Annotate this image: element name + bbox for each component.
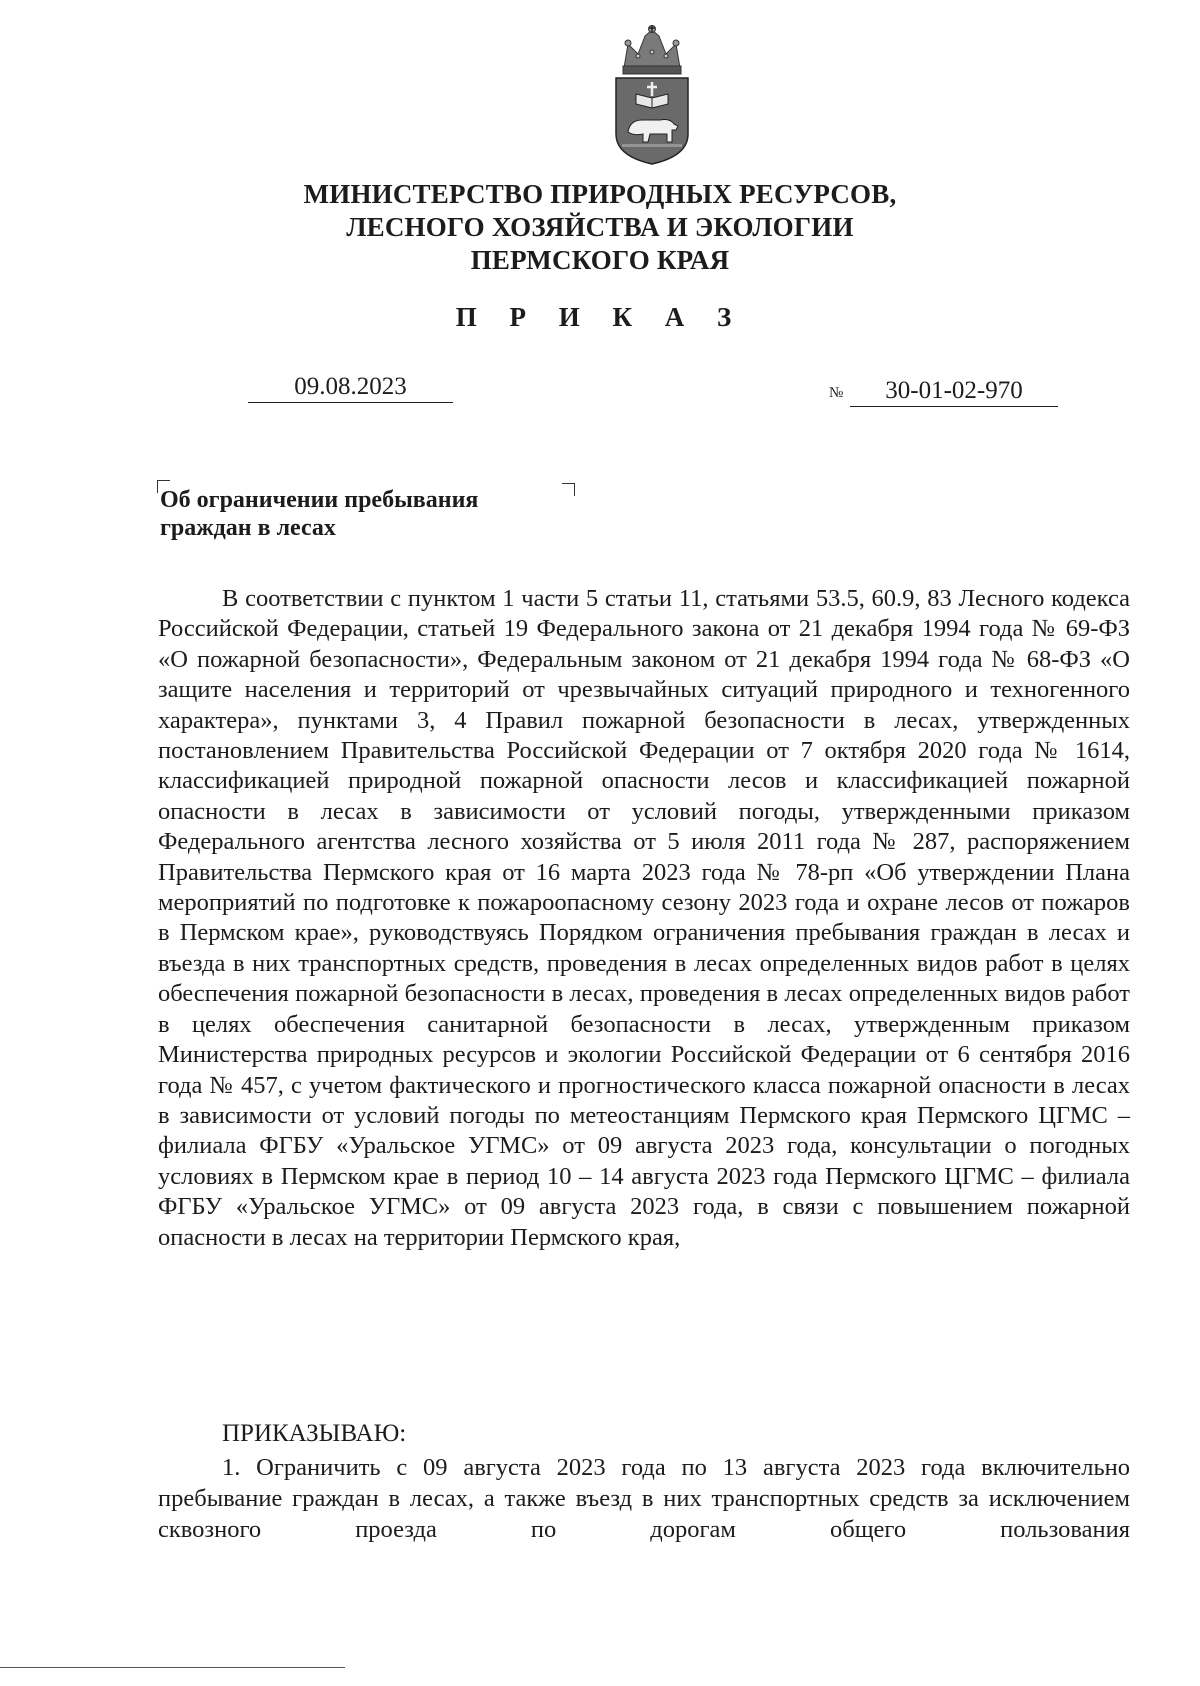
ministry-name	[200, 178, 1000, 277]
ministry-line-3: ПЕРМСКОГО КРАЯ	[470, 245, 730, 275]
order-item-1-text: 1. Ограничить с 09 августа 2023 года по 13 августа 2023 года включительно пребывание граждан в лесах, а также въезд в них транспортных средств за исключением сквозного проезда по дорогам общего пользования	[158, 1454, 1130, 1543]
document-type-title: П Р И К А З	[455, 302, 745, 332]
preamble-paragraph: В соответствии с пунктом 1 части 5 статьи 11, статьями 53.5, 60.9, 83 Лесного кодекса Российской Федерации, статьей 19 Федерального закона от 21 декабря 1994 года № 69-ФЗ «О пожарной безопасности», Федеральным законом от 21 декабря 1994 года № 68-ФЗ «О защите населения и территорий от чрезвычайных ситуаций природного и техногенного характера», пунктами 3, 4 Правил пожарной безопасности в лесах, утвержденных постановлением Правительства Российской Федерации от 7 октября 2020 года № 1614, классификацией природной пожарной опасности лесов и классификацией пожарной опасности в лесах в зависимости от условий погоды, утвержденными приказом Федерального агентства лесного хозяйства от 5 июля 2011 года № 287, распоряжением Правительства Пермского края от 16 марта 2023 года № 78-рп «Об утверждении Плана мероприятий по подготовке к пожароопасному сезону 2023 года и охране лесов от пожаров в Пермском крае», руководствуясь Порядком ограничения пребывания граждан в лесах и въезда в них транспортных средств, проведения в лесах определенных видов работ в целях обеспечения пожарной безопасности в лесах, проведения в лесах определенных видов работ в целях обеспечения санитарной безопасности в лесах, утвержденным приказом Министерства природных ресурсов и экологии Российской Федерации от 6 сентября 2016 года № 457, с учетом фактического и прогностического класса пожарной опасности в лесах в зависимости от условий погоды по метеостанциям Пермского края Пермского ЦГМС – филиала ФГБУ «Уральское УГМС» от 09 августа 2023 года, консультации о погодных условиях в Пермском крае в период 10 – 14 августа 2023 года Пермского ЦГМС – филиала ФГБУ «Уральское УГМС» от 09 августа 2023 года, в связи с повышением пожарной опасности в лесах на территории Пермского края,	[158, 585, 1130, 1251]
ministry-line-2: ЛЕСНОГО ХОЗЯЙСТВА И ЭКОЛОГИИ	[346, 212, 854, 242]
footer-rule	[0, 1667, 345, 1668]
coat-of-arms-icon	[612, 24, 692, 166]
order-date: 09.08.2023	[248, 372, 453, 403]
order-subject	[160, 486, 580, 542]
ministry-line-1: МИНИСТЕРСТВО ПРИРОДНЫХ РЕСУРСОВ,	[303, 179, 897, 209]
order-number: 30-01-02-970	[850, 376, 1058, 407]
order-command: ПРИКАЗЫВАЮ:	[222, 1420, 407, 1447]
subject-line-1: Об ограничении пребывания	[160, 487, 479, 513]
number-sign: №	[829, 385, 844, 401]
order-item-1	[158, 1452, 1130, 1545]
subject-line-2: граждан в лесах	[160, 515, 336, 541]
order-preamble	[158, 584, 1130, 1253]
